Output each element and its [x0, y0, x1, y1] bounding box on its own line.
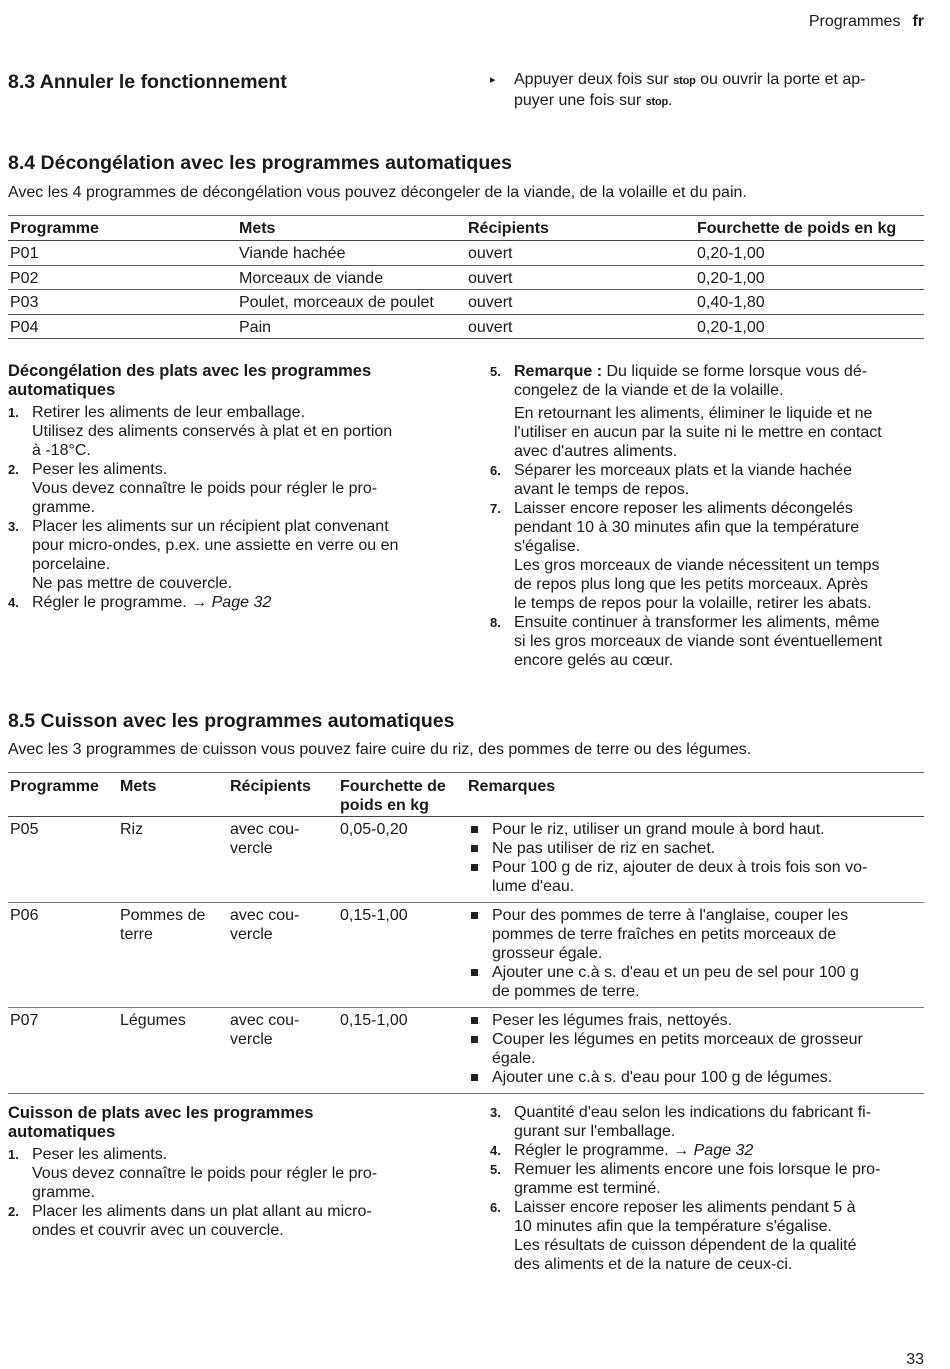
cooking-instructions-right: [490, 1103, 926, 1274]
table-cell-remarks: [466, 1008, 924, 1094]
table-cell: 0,20-1,00: [695, 241, 924, 266]
step-line: Peser les aliments.: [32, 1146, 168, 1163]
step-line: pendant 10 à 30 minutes afin que la température: [514, 519, 860, 536]
table-row: [8, 314, 924, 339]
instruction-text-a: Appuyer deux fois sur: [514, 71, 674, 88]
step-item: [490, 1141, 926, 1160]
table-cell: P03: [8, 290, 237, 315]
step-line: des aliments et de la nature de ceux-ci.: [514, 1256, 793, 1273]
header-lang: fr: [912, 13, 924, 30]
step-item: [8, 403, 448, 460]
defrost-instructions-right: [490, 362, 926, 670]
page-reference-arrow-icon: →: [673, 1142, 690, 1159]
step-line: encore gelés au cœur.: [514, 652, 674, 669]
step-line: congelez de la viande et de la volaille.: [514, 382, 784, 399]
step-line: Remuer les aliments encore une fois lorsque le pro-: [514, 1161, 881, 1178]
triangle-bullet-icon: ▸: [490, 74, 496, 86]
table-cell: Viande hachée: [237, 241, 466, 266]
subheading-line-1: Cuisson de plats avec les programmes: [8, 1104, 314, 1122]
col-header-programme: Programme: [8, 773, 118, 817]
step-item-remark: [490, 362, 926, 461]
step-line: En retournant les aliments, éliminer le liquide et ne: [514, 405, 873, 422]
list-item: Peser les légumes frais, nettoyés.: [468, 1011, 922, 1030]
table-cell: avec cou- vercle: [228, 817, 338, 903]
table-cell: 0,20-1,00: [695, 314, 924, 339]
section-8-4-intro: Avec les 4 programmes de décongélation vous pouvez décongeler de la viande, de la volaille et du pain.: [8, 184, 747, 201]
step-line: Vous devez connaître le poids pour régler le pro-: [32, 480, 378, 497]
subheading-line-2: automatiques: [8, 381, 116, 399]
step-line: porcelaine.: [32, 556, 111, 573]
step-item: [8, 460, 448, 517]
instruction-text-c: puyer une fois sur: [514, 92, 646, 109]
table-cell: Pain: [237, 314, 466, 339]
list-item: Pour des pommes de terre à l'anglaise, couper les pommes de terre fraîches en petits morceaux de grosseur égale.: [468, 906, 922, 963]
step-item: [8, 517, 448, 593]
table-cell: 0,15-1,00: [338, 1008, 466, 1094]
step-line: Laisser encore reposer les aliments pendant 5 à: [514, 1199, 856, 1216]
table-header-row: [8, 773, 924, 817]
section-8-3-instruction: [490, 70, 910, 112]
table-cell: P07: [8, 1008, 118, 1094]
step-line: gramme.: [32, 1184, 96, 1201]
step-line: l'utiliser en aucun par la suite ni le mettre en contact: [514, 424, 882, 441]
table-cell: 0,05-0,20: [338, 817, 466, 903]
table-cell: Morceaux de viande: [237, 265, 466, 290]
step-item: [490, 461, 926, 499]
section-8-4-title: 8.4 Décongélation avec les programmes automatiques: [8, 152, 512, 174]
table-cell: ouvert: [466, 265, 695, 290]
step-line: à -18°C.: [32, 442, 91, 459]
step-line: gramme.: [32, 499, 96, 516]
section-8-5-title: 8.5 Cuisson avec les programmes automatiques: [8, 710, 455, 732]
page-reference-link[interactable]: Page 32: [693, 1142, 754, 1159]
stop-key-label-2: stop: [645, 96, 669, 108]
col-header-mets: Mets: [237, 216, 466, 241]
page-reference-arrow-icon: →: [191, 594, 208, 611]
step-line: avant le temps de repos.: [514, 481, 690, 498]
step-number: 7.: [490, 501, 501, 516]
header-section: Programmes: [808, 13, 901, 30]
step-line: Séparer les morceaux plats et la viande hachée: [514, 462, 852, 479]
step-line: Régler le programme.: [32, 594, 192, 611]
table-row: [8, 1008, 924, 1094]
list-item: Ajouter une c.à s. d'eau et un peu de sel pour 100 g de pommes de terre.: [468, 963, 922, 1001]
running-header: [809, 12, 924, 31]
cooking-instructions-left: [8, 1104, 448, 1240]
defrost-programs-table: [8, 215, 924, 339]
table-cell: P04: [8, 314, 237, 339]
step-line: de repos plus long que les petits morceaux. Après: [514, 576, 868, 593]
table-cell: ouvert: [466, 241, 695, 266]
step-item: [490, 1103, 926, 1141]
step-number: 1.: [8, 1147, 19, 1162]
step-number: 4.: [8, 595, 19, 610]
instruction-text-d: .: [668, 92, 673, 109]
table-cell: 0,15-1,00: [338, 903, 466, 1008]
step-line: s'égalise.: [514, 538, 581, 555]
table-cell: avec cou- vercle: [228, 1008, 338, 1094]
step-line: Peser les aliments.: [32, 461, 168, 478]
step-number: 6.: [490, 463, 501, 478]
col-header-poids: Fourchette de poids en kg: [695, 216, 924, 241]
step-line: Placer les aliments dans un plat allant au micro-: [32, 1203, 372, 1220]
step-number: 2.: [8, 462, 19, 477]
step-line: avec d'autres aliments.: [514, 443, 678, 460]
step-number: 3.: [490, 1105, 501, 1120]
table-cell-remarks: [466, 903, 924, 1008]
step-number: 8.: [490, 615, 501, 630]
step-number: 2.: [8, 1204, 19, 1219]
step-line: si les gros morceaux de viande sont éventuellement: [514, 633, 883, 650]
table-cell: Pommes de terre: [118, 903, 228, 1008]
table-cell: Poulet, morceaux de poulet: [237, 290, 466, 315]
step-number: 3.: [8, 519, 19, 534]
table-cell: P06: [8, 903, 118, 1008]
subheading-line-2: automatiques: [8, 1123, 116, 1141]
cooking-programs-table: [8, 772, 924, 1094]
col-header-programme: Programme: [8, 216, 237, 241]
step-line: pour micro-ondes, p.ex. une assiette en verre ou en: [32, 537, 399, 554]
step-line: Les gros morceaux de viande nécessitent un temps: [514, 557, 880, 574]
list-item: Pour le riz, utiliser un grand moule à bord haut.: [468, 820, 922, 839]
instruction-text-b: ou ouvrir la porte et ap-: [695, 71, 866, 88]
col-header-mets: Mets: [118, 773, 228, 817]
table-cell: P02: [8, 265, 237, 290]
table-cell: 0,20-1,00: [695, 265, 924, 290]
section-8-3-title: 8.3 Annuler le fonctionnement: [8, 71, 287, 93]
table-cell: ouvert: [466, 314, 695, 339]
subheading-line-1: Décongélation des plats avec les programmes: [8, 362, 372, 380]
step-item: [490, 613, 926, 670]
defrost-instructions-left: [8, 362, 448, 612]
stop-key-label: stop: [673, 75, 696, 87]
step-item: [490, 1198, 926, 1274]
table-row: [8, 290, 924, 315]
page-reference-link[interactable]: Page 32: [211, 594, 272, 611]
col-header-recipients: Récipients: [228, 773, 338, 817]
step-number: 1.: [8, 405, 19, 420]
col-header-recipients: Récipients: [466, 216, 695, 241]
defrost-subheading: [8, 362, 448, 400]
step-line: Vous devez connaître le poids pour régler le pro-: [32, 1165, 378, 1182]
table-cell: P05: [8, 817, 118, 903]
list-item: Couper les légumes en petits morceaux de grosseur égale.: [468, 1030, 922, 1068]
step-item: [8, 1202, 448, 1240]
step-line: Régler le programme.: [514, 1142, 674, 1159]
step-number: 6.: [490, 1200, 501, 1215]
step-line: Placer les aliments sur un récipient plat convenant: [32, 518, 389, 535]
list-item: Pour 100 g de riz, ajouter de deux à trois fois son vo- lume d'eau.: [468, 858, 922, 896]
step-line: Laisser encore reposer les aliments décongelés: [514, 500, 853, 517]
table-row: [8, 241, 924, 266]
section-8-5-intro: Avec les 3 programmes de cuisson vous pouvez faire cuire du riz, des pommes de terre ou des légumes.: [8, 741, 752, 758]
col-header-poids: Fourchette de poids en kg: [338, 773, 466, 817]
step-number: 4.: [490, 1143, 501, 1158]
table-cell: Riz: [118, 817, 228, 903]
col-header-remarques: Remarques: [466, 773, 924, 817]
step-line: le temps de repos pour la volaille, retirer les abats.: [514, 595, 872, 612]
step-line: ondes et couvrir avec un couvercle.: [32, 1222, 284, 1239]
table-row: [8, 265, 924, 290]
table-cell: 0,40-1,80: [695, 290, 924, 315]
table-row: [8, 817, 924, 903]
table-cell: ouvert: [466, 290, 695, 315]
table-cell: P01: [8, 241, 237, 266]
step-line: gurant sur l'emballage.: [514, 1123, 676, 1140]
cooking-subheading: [8, 1104, 448, 1142]
step-line: Ne pas mettre de couvercle.: [32, 575, 233, 592]
table-header-row: [8, 216, 924, 241]
step-item: [8, 593, 448, 612]
list-item: Ne pas utiliser de riz en sachet.: [468, 839, 922, 858]
remark-label: Remarque :: [514, 363, 603, 380]
step-line: 10 minutes afin que la température s'égalise.: [514, 1218, 832, 1235]
step-item: [490, 499, 926, 613]
step-item: [490, 1160, 926, 1198]
step-number: 5.: [490, 364, 501, 379]
table-cell: avec cou- vercle: [228, 903, 338, 1008]
page-number: 33: [906, 1351, 924, 1368]
table-cell-remarks: [466, 817, 924, 903]
step-line: Les résultats de cuisson dépendent de la qualité: [514, 1237, 857, 1254]
step-number: 5.: [490, 1162, 501, 1177]
step-item: [8, 1145, 448, 1202]
table-cell: Légumes: [118, 1008, 228, 1094]
step-line: Du liquide se forme lorsque vous dé-: [602, 363, 868, 380]
list-item: Ajouter une c.à s. d'eau pour 100 g de légumes.: [468, 1068, 922, 1087]
table-row: [8, 903, 924, 1008]
step-line: Retirer les aliments de leur emballage.: [32, 404, 306, 421]
step-line: Quantité d'eau selon les indications du fabricant fi-: [514, 1104, 872, 1121]
step-line: Ensuite continuer à transformer les aliments, même: [514, 614, 880, 631]
step-line: Utilisez des aliments conservés à plat et en portion: [32, 423, 393, 440]
step-line: gramme est terminé.: [514, 1180, 661, 1197]
